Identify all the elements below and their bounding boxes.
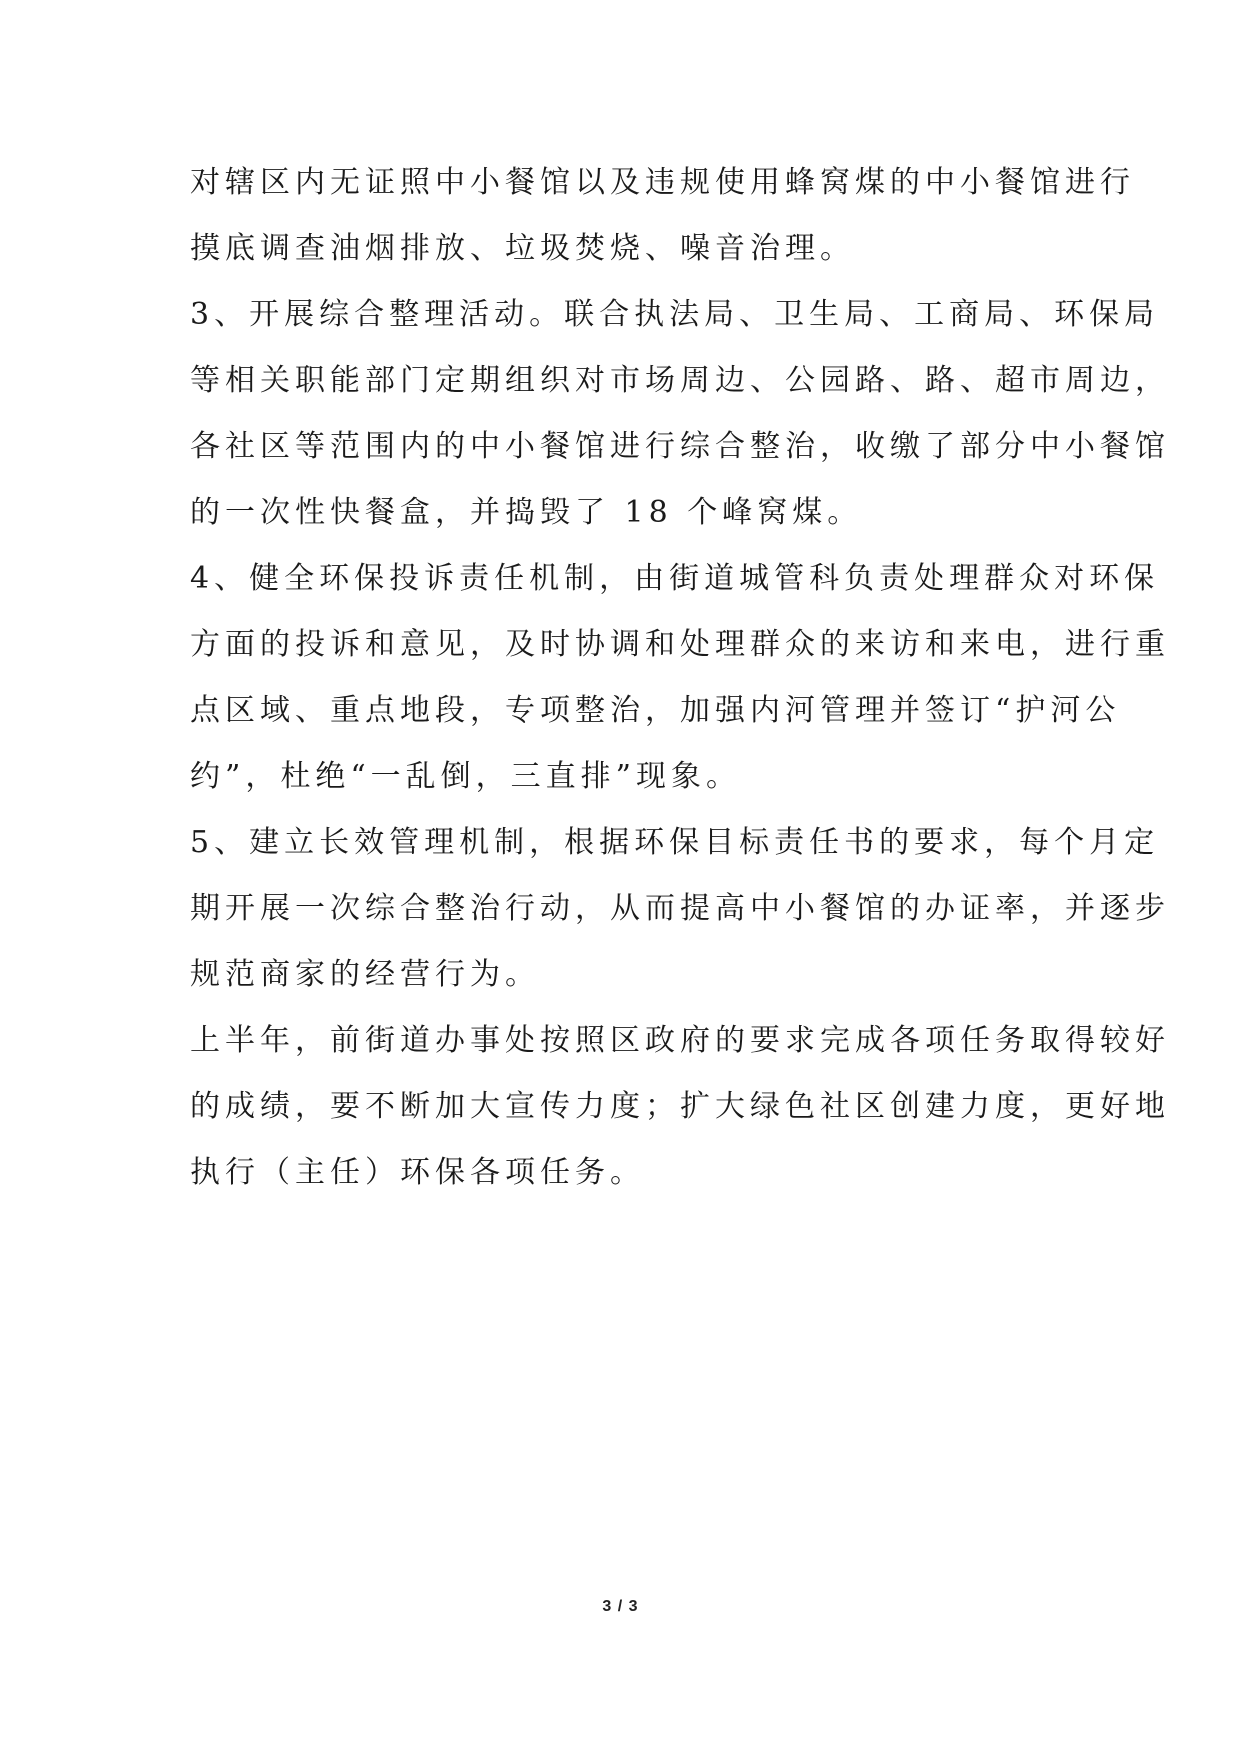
text-line: 等相关职能部门定期组织对市场周边、公园路、路、超市周边， bbox=[190, 363, 1170, 398]
text-line: 的成绩，要不断加大宣传力度；扩大绿色社区创建力度，更好地 bbox=[190, 1089, 1170, 1124]
text-line: 规范商家的经营行为。 bbox=[190, 957, 540, 992]
text-line: 方面的投诉和意见，及时协调和处理群众的来访和来电，进行重 bbox=[190, 627, 1170, 662]
paragraph-summary bbox=[190, 1008, 1170, 1206]
text-line: 上半年，前街道办事处按照区政府的要求完成各项任务取得较好 bbox=[190, 1023, 1170, 1058]
text-line: 对辖区内无证照中小餐馆以及违规使用蜂窝煤的中小餐馆进行 bbox=[190, 165, 1135, 200]
paragraph-item-3 bbox=[190, 282, 1170, 546]
text-line: 各社区等范围内的中小餐馆进行综合整治，收缴了部分中小餐馆 bbox=[190, 429, 1170, 464]
document-body bbox=[190, 150, 1170, 1206]
paragraph-item-5 bbox=[190, 810, 1170, 1008]
text-line: 约”，杜绝“一乱倒，三直排”现象。 bbox=[190, 759, 742, 794]
text-line: 3、开展综合整理活动。联合执法局、卫生局、工商局、环保局 bbox=[190, 297, 1160, 332]
page-number: 3 / 3 bbox=[602, 1598, 639, 1615]
text-line: 4、健全环保投诉责任机制，由街道城管科负责处理群众对环保 bbox=[190, 561, 1160, 596]
text-line: 期开展一次综合整治行动，从而提高中小餐馆的办证率，并逐步 bbox=[190, 891, 1170, 926]
text-line: 5、建立长效管理机制，根据环保目标责任书的要求，每个月定 bbox=[190, 825, 1160, 860]
text-line: 的一次性快餐盒，并捣毁了 18 个峰窝煤。 bbox=[190, 495, 863, 530]
text-line: 执行（主任）环保各项任务。 bbox=[190, 1155, 645, 1190]
paragraph-item-4 bbox=[190, 546, 1170, 810]
text-line: 点区域、重点地段，专项整治，加强内河管理并签订“护河公 bbox=[190, 693, 1121, 728]
text-line: 摸底调查油烟排放、垃圾焚烧、噪音治理。 bbox=[190, 231, 855, 266]
paragraph-survey bbox=[190, 150, 1135, 282]
